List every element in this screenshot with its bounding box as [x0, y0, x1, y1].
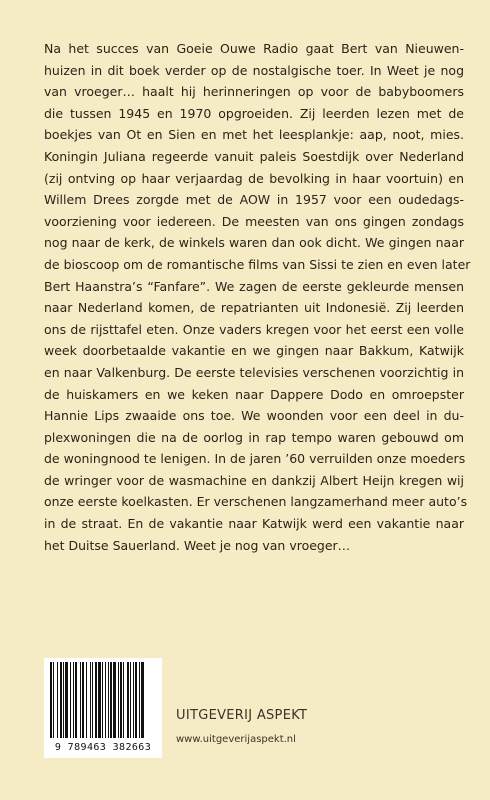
blurb-line: het Duitse Sauerland. Weet je nog van vroeger…	[44, 537, 351, 553]
barcode-bar	[102, 662, 103, 738]
barcode-number: 9 789463 382663	[54, 742, 152, 753]
barcode-bar	[123, 662, 124, 738]
barcode-bar	[75, 662, 77, 738]
barcode-bar	[63, 662, 64, 738]
barcode-bar	[95, 662, 97, 738]
blurb-line: de woningnood te lenigen. In de jaren ’60 verruilden onze moeders	[44, 451, 466, 467]
barcode-bars	[44, 658, 162, 742]
blurb-line: week doorbetaalde vakantie en we gingen naar Bakkum, Katwijk	[44, 343, 464, 359]
barcode-bar	[86, 662, 87, 738]
blurb-text	[44, 38, 471, 556]
blurb-line: van vroeger… haalt hij herinneringen op voor de babyboomers	[44, 84, 464, 100]
barcode-bar	[141, 662, 144, 738]
publisher-url[interactable]: www.uitgeverijaspekt.nl	[176, 734, 296, 745]
blurb-line: (zij ontving op haar verjaardag de bevolking in haar voortuin) en	[44, 170, 464, 186]
barcode-bar	[65, 662, 68, 738]
blurb-line: boekjes van Ot en Sien en met het leesplankje: aap, noot, mies.	[44, 127, 464, 143]
barcode-bar	[82, 662, 84, 738]
barcode-bar	[80, 662, 81, 738]
blurb-line: Koningin Juliana regeerde vanuit paleis Soestdijk over Nederland	[44, 148, 464, 164]
blurb-line: ons de rijsttafel eten. Onze vaders kregen voor het eerst een volle	[44, 321, 464, 337]
blurb-line: Na het succes van Goeie Ouwe Radio gaat Bert van Nieuwen-	[44, 41, 464, 56]
blurb-line: de bioscoop om de romantische films van Sissi te zien en even later	[44, 256, 471, 272]
barcode-bar	[127, 662, 129, 738]
barcode-bar	[90, 662, 91, 738]
barcode-bar	[135, 662, 137, 738]
blurb-line: in de straat. En de vakantie naar Katwijk werd een vakantie naar	[44, 516, 464, 532]
barcode-bar	[57, 662, 58, 738]
barcode-bar	[139, 662, 140, 738]
blurb-line: voorziening voor iedereen. De meesten van ons gingen zondags	[44, 213, 464, 229]
blurb-line: Hannie Lips zwaaide ons toe. We woonden voor een deel in du-	[44, 408, 464, 424]
blurb-line: huizen in dit boek verder op de nostalgische toer. In Weet je nog	[44, 62, 464, 78]
blurb-line: Bert Haanstra’s “Fanfare”. We zagen de eerste gekleurde mensen	[44, 278, 464, 294]
barcode	[44, 658, 162, 758]
blurb-line: plexwoningen die na de oorlog in rap tempo waren gebouwd om	[44, 429, 464, 445]
blurb-line: en naar Valkenburg. De eerste televisies verschenen voorzichtig in	[44, 364, 464, 380]
publisher-name: UITGEVERIJ ASPEKT	[176, 708, 308, 723]
barcode-bar	[108, 662, 109, 738]
barcode-bar	[98, 662, 101, 738]
blurb-line: naar Nederland komen, de repatrianten uit Indonesië. Zij leerden	[44, 300, 464, 316]
barcode-bar	[60, 662, 62, 738]
barcode-bar	[105, 662, 106, 738]
blurb-line: onze eerste koelkasten. Er verschenen langzamerhand meer auto’s	[44, 494, 468, 510]
barcode-bar	[53, 662, 54, 738]
barcode-bar	[73, 662, 74, 738]
barcode-bar	[92, 662, 93, 738]
blurb-line: nog naar de kerk, de winkels waren dan ook dicht. We gingen naar	[44, 235, 464, 251]
barcode-bar	[110, 662, 112, 738]
barcode-bar	[120, 662, 122, 738]
blurb-line: de wringer voor de wasmachine en dankzij Albert Heijn kregen wij	[44, 472, 464, 488]
barcode-bar	[70, 662, 71, 738]
barcode-bar	[113, 662, 116, 738]
barcode-bar	[133, 662, 134, 738]
blurb-line: Willem Drees zorgde met de AOW in 1957 voor een oudedags-	[44, 192, 464, 208]
blurb-line: die tussen 1945 en 1970 opgroeiden. Zij leerden lezen met de	[44, 105, 464, 121]
barcode-bar	[118, 662, 119, 738]
barcode-bar	[130, 662, 131, 738]
barcode-bar	[50, 662, 52, 738]
blurb-line: de huiskamers en we keken naar Dappere Dodo en omroepster	[44, 386, 464, 402]
